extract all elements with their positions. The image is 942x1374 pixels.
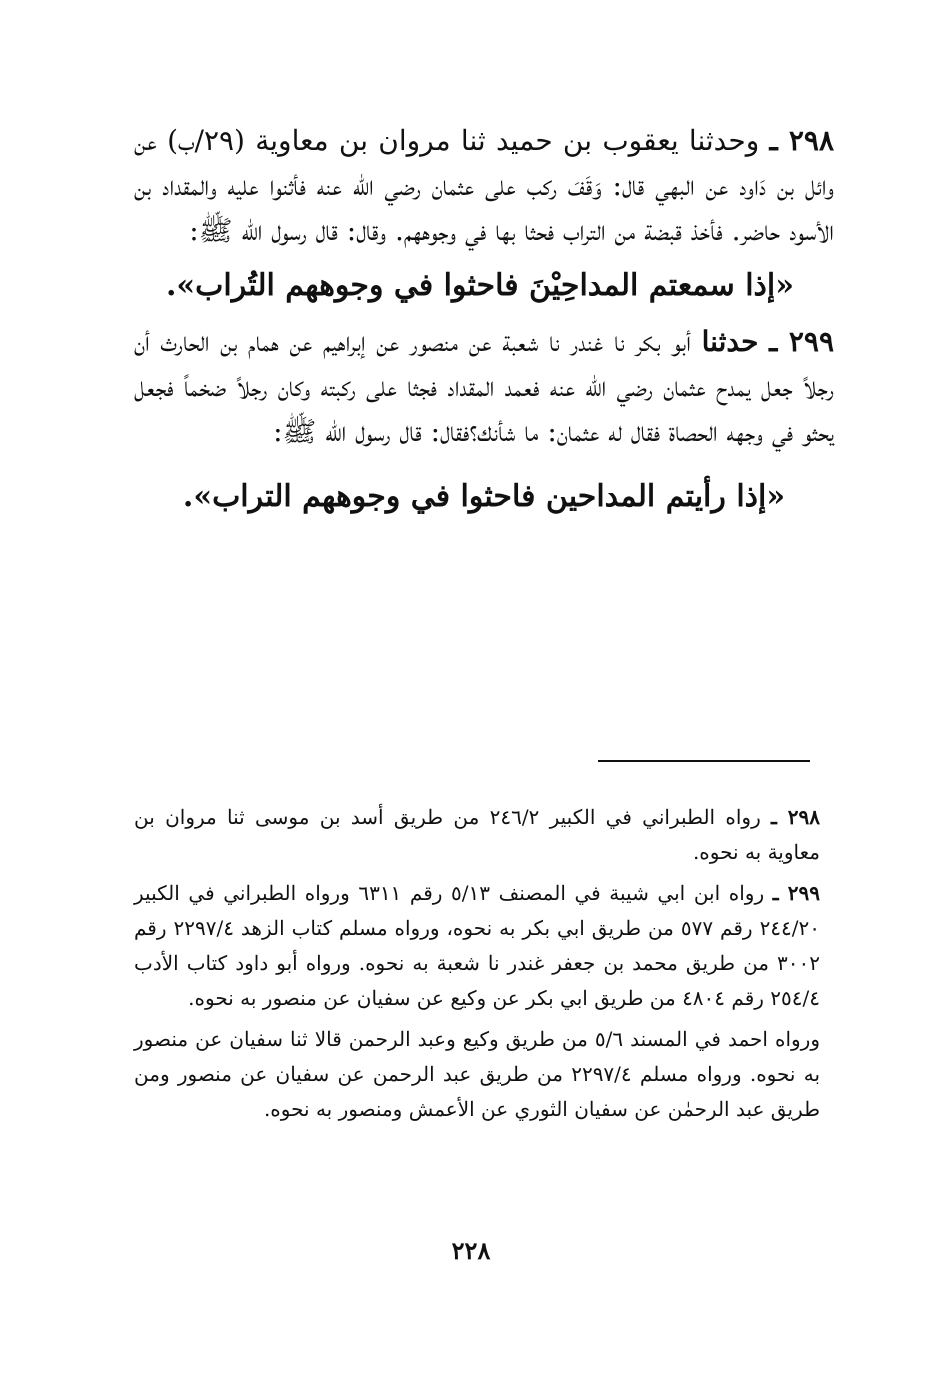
hadith-299-quote: «إذا رأيتم المداحين فاحثوا في وجوههم التراب».: [182, 479, 786, 514]
footnote-298-text: رواه الطبراني في الكبير ٢٤٦/٢ من طريق أسد بن موسى ثنا مروان بن معاوية به نحوه.: [134, 805, 820, 864]
footnote-298-number: ٢٩٨ ـ: [771, 805, 820, 829]
footnote-299-text: رواه ابن ابي شيبة في المصنف ٥/١٣ رقم ٦٣١١ ورواه الطبراني في الكبير ٢٤٤/٢٠ رقم ٥٧٧ من طريق ابي بكر به نحوه، ورواه مسلم كتاب الزهد ٢٢٩٧/٤ رقم ٣٠٠٢ من طريق محمد بن جعفر غندر نا شعبة به نحوه. ورواه أبو داود كتاب الأدب ٢٥٤/٤ رقم ٤٨٠٤ من طريق ابي بكر عن وكيع عن سفيان عن منصور به نحوه.: [134, 881, 821, 1010]
hadith-299-body: أبو بكر نا غندر نا شعبة عن منصور عن إبراهيم عن همام بن الحارث أن رجلاً جعل يمدح عثمان رضي الله عنه فعمد المقداد فجثا على ركبته وكان رجلاً ضخماً فجعل يحثو في وجهه الحصاة فقال له عثمان: ما شأنك؟فقال: قال رسول الله ﷺ:: [134, 325, 834, 448]
footnotes: [134, 800, 820, 1127]
hadith-298-paragraph: [134, 118, 834, 253]
hadith-299-paragraph: [134, 319, 834, 454]
page-number: ٢٢٨: [451, 1236, 491, 1265]
footnote-299: [134, 876, 820, 1016]
footnote-299-number: ٢٩٩ ـ: [772, 881, 820, 905]
hadith-299-number: ٢٩٩ ـ: [769, 325, 835, 358]
main-text: [134, 118, 834, 530]
hadith-298-body: وحدثنا يعقوب بن حميد ثنا مروان بن معاوية (٢٩/ب) عن وائل بن دَاود عن البهي قال: وَقَفَ ركب على عثمان رضي الله عنه فأثنوا عليه والمقداد بن الأسود حاضر. فأخذ قبضة من التراب فحثا بها في وجوههم. وقال: قال رسول الله ﷺ:: [134, 124, 834, 247]
footnote-299-continuation: ورواه احمد في المسند ٥/٦ من طريق وكيع وعبد الرحمن قالا ثنا سفيان عن منصور به نحوه. ورواه مسلم ٢٢٩٧/٤ من طريق عبد الرحمن عن سفيان عن منصور ومن طريق عبد الرحمٰن عن سفيان الثوري عن الأعمش ومنصور به نحوه.: [134, 1027, 821, 1121]
hadith-299-lead: حدثنا: [701, 325, 759, 358]
footnote-divider: [598, 760, 810, 762]
hadith-298-number: ٢٩٨ ـ: [769, 124, 834, 157]
hadith-298-quote: «إذا سمعتم المداحِيْنَ فاحثوا في وجوههم التُراب».: [165, 268, 794, 303]
footnote-298: [134, 800, 820, 870]
